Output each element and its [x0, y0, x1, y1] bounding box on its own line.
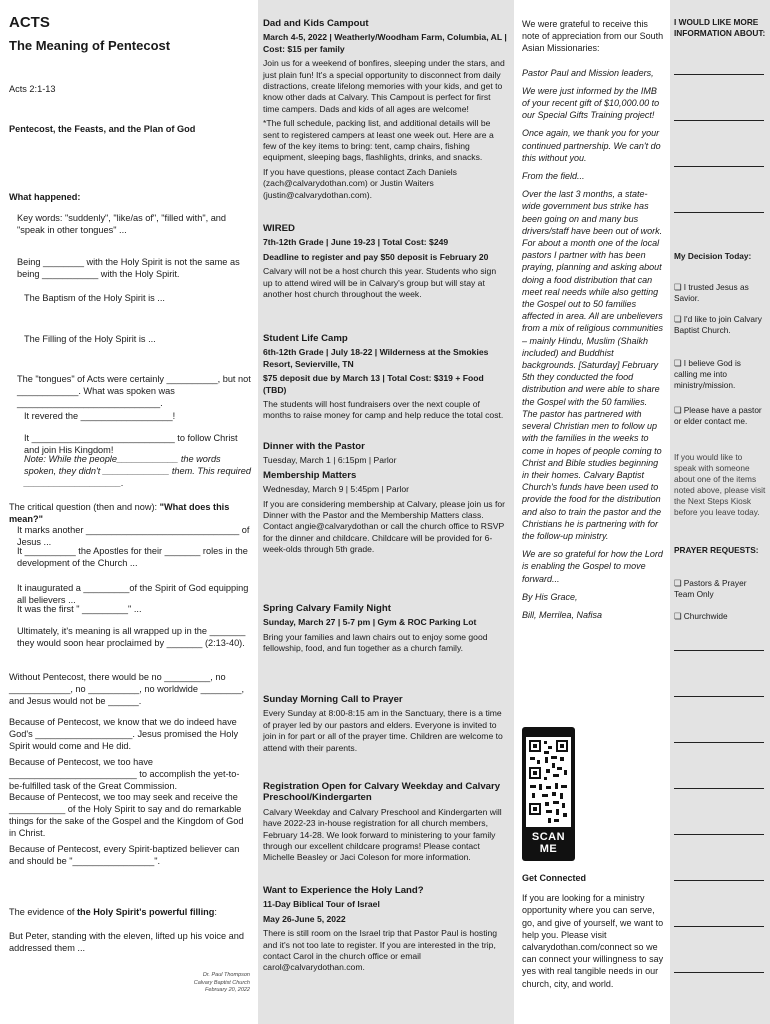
signature-date: February 20, 2022	[205, 987, 250, 993]
family-night-section	[263, 603, 508, 658]
prayer-line-2[interactable]	[674, 696, 764, 697]
what-happened-heading: What happened:	[9, 192, 81, 202]
get-connected-description: If you are looking for a ministry opportunity where you can serve, go, and give of yourself, we want to help you. Please visit calvarydothan.com/connect so we can connect your willingness to say yes with real tangible needs in our church, city, and world.	[522, 893, 664, 989]
registration-title: Registration Open for Calvary Weekday and Calvary Preschool/Kindergarten	[263, 781, 501, 804]
decision-option-join[interactable]: ❏ I'd like to join Calvary Baptist Church.	[674, 314, 762, 335]
campout-title: Dad and Kids Campout	[263, 18, 369, 29]
peter-line: But Peter, standing with the eleven, lifted up his voice and addressed them ...	[9, 931, 244, 953]
critical-question-label: The critical question (then and now):	[9, 502, 160, 512]
baptism-line: The Baptism of the Holy Spirit is ...	[24, 293, 165, 303]
sermon-title: The Meaning of Pentecost	[9, 38, 171, 53]
family-night-details: Sunday, March 27 | 5-7 pm | Gym & ROC Parking Lot	[263, 617, 477, 628]
prayer-requests-title: PRAYER REQUESTS:	[674, 545, 759, 555]
without-pentecost-line: Without Pentecost, there would be no _________, no ____________, no __________, no worldwide ________, and Jesus would not be ______.	[9, 672, 244, 706]
get-connected-section	[522, 872, 664, 996]
israel-dates: May 26-June 5, 2022	[263, 913, 346, 924]
signature-church: Calvary Baptist Church	[193, 979, 250, 986]
wired-details: 7th-12th Grade | June 19-23 | Total Cost: $249	[263, 237, 449, 248]
filling-line: The Filling of the Holy Spirit is ...	[24, 334, 156, 344]
prayer-option-churchwide[interactable]: ❏ Churchwide	[674, 611, 728, 621]
being-filled-line: Being ________ with the Holy Spirit is not the same as being ___________ with the Holy Spirit.	[17, 257, 240, 279]
prayer-line-1[interactable]	[674, 650, 764, 651]
critical-question-text: "What does this mean?"	[9, 502, 230, 524]
ultimately-line: Ultimately, it's meaning is all wrapped up in the _______ they would soon hear proclaimed by _______ (2:13-40).	[17, 626, 246, 648]
dinner-section	[263, 441, 508, 559]
letter-paragraph-3: From the field...	[522, 171, 585, 182]
next-steps-note: If you would like to speak with someone about one of the items noted above, please visit the Next Steps Kiosk before you leave today.	[674, 452, 766, 517]
slc-cost: $75 deposit due by March 13 | Total Cost: $319 + Food (TBD)	[263, 373, 484, 395]
signature-name: Dr. Paul Thompson	[202, 972, 250, 978]
sermon-topic: Pentecost, the Feasts, and the Plan of God	[9, 124, 196, 134]
info-line-1[interactable]	[674, 74, 764, 75]
missions-intro: We were grateful to receive this note of appreciation from our South Asian Missionaries:	[522, 19, 664, 54]
letter-paragraph-1: We were just informed by the IMB of your recent gift of $10,000.00 to our Special Gifts Training project!	[522, 85, 660, 121]
prayer-line-6[interactable]	[674, 880, 764, 881]
sermon-notes-column	[0, 0, 258, 1024]
wired-section	[263, 223, 508, 303]
slc-description: The students will host fundraisers over the next couple of months to raise money for camp and help reduce the total cost.	[263, 399, 504, 421]
tongues-line: The "tongues" of Acts were certainly __________, but not ____________. What was spoken was ____________________________.	[17, 374, 251, 408]
letter-closing: By His Grace,	[522, 591, 578, 602]
because-2: Because of Pentecost, we too have _________________________ to accomplish the yet-to-be-fulfilled task of the Great Commission.	[9, 757, 240, 791]
wired-deadline: Deadline to register and pay $50 deposit is February 20	[263, 251, 489, 262]
letter-paragraph-5: We are so grateful for how the Lord is enabling the Gospel to move forward...	[522, 549, 663, 584]
prayer-line-4[interactable]	[674, 788, 764, 789]
registration-description: Calvary Weekday and Calvary Preschool and Kindergarten will have 2022-23 in-house registration for all church members, February 14-28. We look forward to ministering to your family through our excellent childcare programs! Please contact Michelle Beasley or Jaci Coleson for more information.	[263, 806, 502, 863]
dinner-date: Tuesday, March 1 | 6:15pm | Parlor	[263, 455, 397, 466]
response-card-column	[670, 0, 770, 1024]
slc-details: 6th-12th Grade | July 18-22 | Wilderness at the Smokies Resort, Sevierville, TN	[263, 347, 489, 369]
campout-description: Join us for a weekend of bonfires, sleeping under the stars, and just plain fun! It's a special opportunity to disconnect from daily distractions, create lifelong memories with your kids, and get to know other dads at Calvary. This Campout is perfect for first time campers. Dads and kids of all ages are welcome!	[263, 58, 505, 114]
campout-section	[263, 18, 508, 204]
signature-block	[180, 972, 250, 995]
prayer-line-5[interactable]	[674, 834, 764, 835]
evidence-emphasis: the Holy Spirit's powerful filling	[76, 907, 215, 917]
announcements-column	[258, 0, 514, 1024]
prayer-line-7[interactable]	[674, 926, 764, 927]
evidence-suffix: :	[214, 907, 217, 917]
israel-description: There is still room on the Israel trip that Pastor Paul is hosting and it's not too late to register. If you are interested in the trip, contact Carol in the church office or email carol@calvarydothan.com.	[263, 928, 498, 973]
letter-greeting: Pastor Paul and Mission leaders,	[522, 67, 654, 78]
because-4: Because of Pentecost, every Spirit-baptized believer can and should be "________________".	[9, 844, 240, 866]
info-line-3[interactable]	[674, 166, 764, 167]
membership-title: Membership Matters	[263, 469, 357, 481]
prayer-line-8[interactable]	[674, 972, 764, 973]
critical-question	[9, 501, 252, 525]
sermon-series-title: ACTS	[9, 14, 50, 31]
qr-code-icon	[526, 737, 571, 827]
prayer-line-3[interactable]	[674, 742, 764, 743]
note-line: Note: While the people____________ the words spoken, they didn't _____________ them. This required ___________________.	[24, 454, 252, 488]
campout-details: March 4-5, 2022 | Weatherly/Woodham Farm, Columbia, AL | Cost: $15 per family	[263, 32, 507, 54]
info-line-4[interactable]	[674, 212, 764, 213]
membership-description: If you are considering membership at Calvary, please join us for Dinner with the Pastor and the Membership Matters class. Contact angie@calvarydothan or call the church office to RSVP for the dinner and childcare. Childcare will be provided for 6-week-olds through 5th grade.	[263, 498, 506, 555]
prayer-call-title: Sunday Morning Call to Prayer	[263, 694, 403, 705]
prayer-call-section	[263, 694, 508, 757]
registration-section	[263, 781, 508, 867]
wired-description: Calvary will not be a host church this year. Students who sign up to attend wired will be in Calvary's group but will stay at another host church throughout the week.	[263, 266, 497, 300]
letter-signers: Bill, Merrilea, Nafisa	[522, 609, 603, 620]
israel-section	[263, 885, 508, 977]
prayer-call-description: Every Sunday at 8:00-8:15 am in the Sanctuary, there is a time of prayer led by our pastors and elders. Everyone is invited to join in for part or all of the prayer time. Children are welcome to attend with their parents.	[263, 708, 503, 753]
student-life-camp-section	[263, 333, 508, 425]
letter-paragraph-4: Over the last 3 months, a state-wide government bus strike has been going on and many bus drivers/staff have been out of work. For about a month one of the local pastors I partner with has been praying, planning and asking about doing a food distribution that can meet real needs while also getting the Gospel out to 50 families affected in area. All are unbelievers from a mix of religious communities – mainly Hindu, Muslim (Shaikh included) and Buddhist backgrounds. [Saturday] February 5th they conducted the food distribution and were able to share the Gospel with the 50 families. The pastor has partnered with several Christian men to follow up with the families in the weeks to come in hopes of people coming to Christ and Bible studies beginning in their homes. Calvary Baptist Church's funds have been used to provide the food for the distribution and also to train the pastor and the Christians he is partnering with for the follow-up ministry.	[522, 189, 664, 541]
decision-option-savior[interactable]: ❏ I trusted Jesus as Savior.	[674, 282, 749, 303]
scripture-reference: Acts 2:1-13	[9, 84, 56, 94]
decision-option-contact[interactable]: ❏ Please have a pastor or elder contact me.	[674, 405, 762, 426]
apostles-line: It __________ the Apostles for their _______ roles in the development of the Church ...	[17, 546, 248, 568]
because-3: Because of Pentecost, we too may seek and receive the ___________ of the Holy Spirit to say and do remarkable things for the sake of the Gospel and the Kingdom of God in Christ.	[9, 792, 244, 838]
missions-column	[514, 0, 670, 1024]
evidence-prefix: The evidence of	[9, 907, 77, 917]
israel-title: Want to Experience the Holy Land?	[263, 885, 424, 896]
membership-date: Wednesday, March 9 | 5:45pm | Parlor	[263, 484, 410, 495]
key-words: Key words: "suddenly", "like/as of", "filled with", and "speak in other tongues" ...	[17, 213, 227, 235]
marks-another-line: It marks another ______________________________ of Jesus ...	[17, 525, 250, 547]
info-line-2[interactable]	[674, 120, 764, 121]
scan-me-label: SCAN ME	[531, 831, 566, 855]
qr-code[interactable]	[522, 727, 575, 861]
israel-tour: 11-Day Biblical Tour of Israel	[263, 899, 380, 910]
letter-paragraph-2: Once again, we thank you for your continued partnership. We can't do this without you.	[522, 128, 661, 163]
first-line: It was the first " _________" ...	[17, 604, 142, 614]
get-connected-title: Get Connected	[522, 873, 587, 883]
revered-line: It revered the __________________!	[24, 411, 176, 421]
family-night-title: Spring Calvary Family Night	[263, 603, 391, 614]
inaugurated-line: It inaugurated a _________of the Spirit of God equipping all believers ...	[17, 583, 249, 605]
decision-option-ministry[interactable]: ❏ I believe God is calling me into ministry/mission.	[674, 358, 741, 390]
decision-title: My Decision Today:	[674, 251, 752, 261]
prayer-option-team[interactable]: ❏ Pastors & Prayer Team Only	[674, 578, 747, 599]
because-1: Because of Pentecost, we know that we do indeed have God's ___________________. Jesus promised the Holy Spirit would come and He did.	[9, 717, 239, 751]
wired-title: WIRED	[263, 223, 295, 234]
dinner-title: Dinner with the Pastor	[263, 441, 365, 452]
slc-title: Student Life Camp	[263, 333, 348, 344]
family-night-description: Bring your families and lawn chairs out to enjoy some good fellowship, food, and fun together as a church family.	[263, 631, 488, 654]
evidence-heading	[9, 906, 252, 918]
campout-contact: If you have questions, please contact Zach Daniels (zach@calvarydothan.com) or Justin Waiters (justin@calvarydothan.com).	[263, 166, 457, 200]
campout-note: *The full schedule, packing list, and additional details will be sent to registered campers at least one week out. Here are a few of the key items to bring: tent, camp chairs, fishing equipment, sleeping bags, flashlights, drinks, and snacks.	[263, 118, 494, 163]
follow-christ-line: It ____________________________ to follow Christ and join His Kingdom!	[24, 433, 238, 455]
more-info-title: I WOULD LIKE MORE INFORMATION ABOUT:	[674, 17, 766, 38]
